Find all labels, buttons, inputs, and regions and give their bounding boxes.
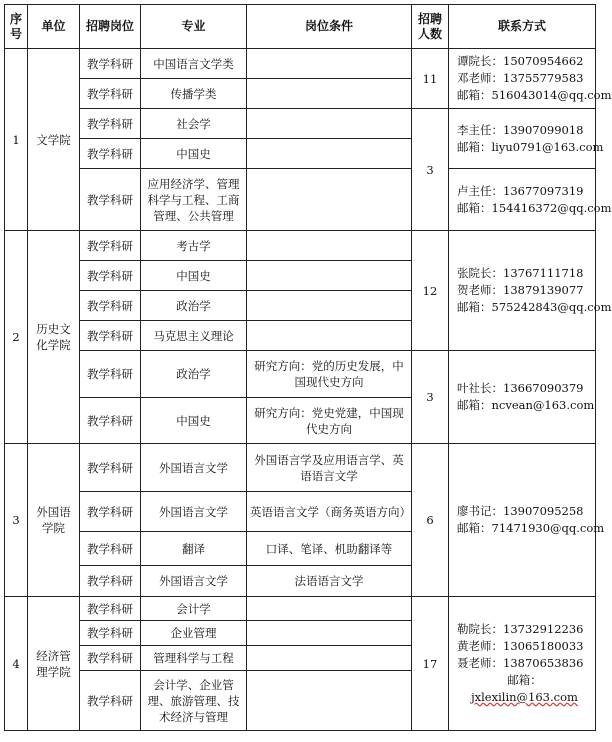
position-cell: 教学科研 <box>80 261 141 291</box>
unit-cell: 外国语学院 <box>28 444 80 597</box>
major-cell: 马克思主义理论 <box>141 321 247 351</box>
position-cell: 教学科研 <box>80 231 141 261</box>
seq-cell: 1 <box>5 49 28 231</box>
seq-cell: 4 <box>5 597 28 731</box>
contact-email: 邮箱：154416372@qq.com <box>457 200 612 215</box>
contact-line: 邓老师：13755779583 <box>457 71 584 85</box>
contact-email: 邮箱：575242843@qq.com <box>457 300 612 314</box>
major-cell: 考古学 <box>141 231 247 261</box>
table-row <box>5 231 596 261</box>
header-unit: 单位 <box>28 5 80 49</box>
conditions-cell: 英语语言文学（商务英语方向） <box>247 492 412 532</box>
table-row <box>5 444 596 492</box>
contact-cell <box>449 231 612 351</box>
contact-email: 邮箱：liyu0791@163.com <box>457 139 604 154</box>
contact-line: 张院长：13767111718 <box>457 266 584 280</box>
conditions-cell <box>247 79 412 109</box>
contact-line: 谭院长：15070954662 <box>457 54 584 68</box>
seq-cell: 3 <box>5 444 28 597</box>
position-cell: 教学科研 <box>80 79 141 109</box>
major-cell: 外国语言文学 <box>141 566 247 597</box>
header-position: 招聘岗位 <box>80 5 141 49</box>
count-cell: 3 <box>412 351 449 444</box>
position-cell: 教学科研 <box>80 566 141 597</box>
major-cell: 中国史 <box>141 139 247 169</box>
unit-cell: 文学院 <box>28 49 80 231</box>
contact-email[interactable]: jxlexilin@163.com <box>471 690 578 704</box>
table-row <box>5 351 596 398</box>
major-cell: 政治学 <box>141 351 247 398</box>
major-cell: 翻译 <box>141 532 247 566</box>
position-cell: 教学科研 <box>80 532 141 566</box>
major-cell: 中国史 <box>141 398 247 444</box>
conditions-cell <box>247 139 412 169</box>
conditions-cell <box>247 621 412 646</box>
header-row <box>5 5 596 49</box>
count-cell: 17 <box>412 597 449 731</box>
position-cell: 教学科研 <box>80 109 141 139</box>
position-cell: 教学科研 <box>80 49 141 79</box>
position-cell: 教学科研 <box>80 597 141 621</box>
header-seq: 序号 <box>5 5 28 49</box>
major-cell: 管理科学与工程 <box>141 646 247 671</box>
conditions-cell <box>247 169 412 231</box>
major-cell: 中国史 <box>141 261 247 291</box>
position-cell: 教学科研 <box>80 492 141 532</box>
major-cell: 传播学类 <box>141 79 247 109</box>
seq-cell: 2 <box>5 231 28 444</box>
contact-email: 邮箱：516043014@qq.com <box>457 88 612 102</box>
contact-email: 邮箱：ncvean@163.com <box>457 398 595 412</box>
unit-cell: 历史文化学院 <box>28 231 80 444</box>
contact-email: 邮箱：71471930@qq.com <box>457 521 605 535</box>
major-cell: 外国语言文学 <box>141 444 247 492</box>
major-cell: 应用经济学、管理科学与工程、工商管理、公共管理 <box>141 169 247 231</box>
count-cell: 12 <box>412 231 449 351</box>
conditions-cell <box>247 291 412 321</box>
position-cell: 教学科研 <box>80 646 141 671</box>
conditions-cell: 研究方向：党史党建，中国现代史方向 <box>247 398 412 444</box>
major-cell: 中国语言文学类 <box>141 49 247 79</box>
contact-line: 邮箱： <box>507 673 542 687</box>
recruitment-table <box>4 4 612 731</box>
unit-cell: 经济管理学院 <box>28 597 80 731</box>
header-major: 专业 <box>141 5 247 49</box>
position-cell: 教学科研 <box>80 671 141 731</box>
table-row <box>5 109 596 139</box>
conditions-cell <box>247 671 412 731</box>
contact-line: 李主任：13907099018 <box>457 122 584 137</box>
contact-cell <box>449 49 612 109</box>
contact-line: 黄老师：13065180033 <box>457 639 584 653</box>
header-conditions: 岗位条件 <box>247 5 412 49</box>
contact-line: 卢主任：13677097319 <box>457 183 584 198</box>
count-cell: 11 <box>412 49 449 109</box>
conditions-cell: 外国语言学及应用语言学、英语语言文学 <box>247 444 412 492</box>
contact-line: 贺老师：13879139077 <box>457 283 584 297</box>
contact-line: 勒院长：13732912236 <box>457 622 584 636</box>
table-row <box>5 169 596 231</box>
major-cell: 企业管理 <box>141 621 247 646</box>
conditions-cell: 口译、笔译、机助翻译等 <box>247 532 412 566</box>
position-cell: 教学科研 <box>80 139 141 169</box>
position-cell: 教学科研 <box>80 398 141 444</box>
position-cell: 教学科研 <box>80 321 141 351</box>
count-cell: 3 <box>412 109 449 231</box>
conditions-cell <box>247 231 412 261</box>
position-cell: 教学科研 <box>80 444 141 492</box>
major-cell: 会计学 <box>141 597 247 621</box>
major-cell: 政治学 <box>141 291 247 321</box>
conditions-cell <box>247 646 412 671</box>
table-row <box>5 597 596 621</box>
contact-line: 聂老师：13870653836 <box>457 656 584 670</box>
conditions-cell <box>247 109 412 139</box>
contact-line: 叶社长：13667090379 <box>457 381 584 395</box>
major-cell: 社会学 <box>141 109 247 139</box>
contact-cell <box>449 169 612 231</box>
contact-cell <box>449 444 605 597</box>
contact-cell <box>449 109 604 169</box>
conditions-cell <box>247 321 412 351</box>
conditions-cell: 研究方向：党的历史发展，中国现代史方向 <box>247 351 412 398</box>
contact-line: 廖书记：13907095258 <box>457 504 584 518</box>
position-cell: 教学科研 <box>80 621 141 646</box>
conditions-cell <box>247 261 412 291</box>
position-cell: 教学科研 <box>80 291 141 321</box>
table-row <box>5 49 596 79</box>
contact-cell <box>449 351 596 444</box>
header-count: 招聘人数 <box>412 5 449 49</box>
major-cell: 会计学、企业管理、旅游管理、技术经济与管理 <box>141 671 247 731</box>
conditions-cell: 法语语言文学 <box>247 566 412 597</box>
major-cell: 外国语言文学 <box>141 492 247 532</box>
conditions-cell <box>247 49 412 79</box>
contact-cell <box>449 597 596 731</box>
count-cell: 6 <box>412 444 449 597</box>
position-cell: 教学科研 <box>80 351 141 398</box>
conditions-cell <box>247 597 412 621</box>
header-contact: 联系方式 <box>449 5 596 49</box>
position-cell: 教学科研 <box>80 169 141 231</box>
